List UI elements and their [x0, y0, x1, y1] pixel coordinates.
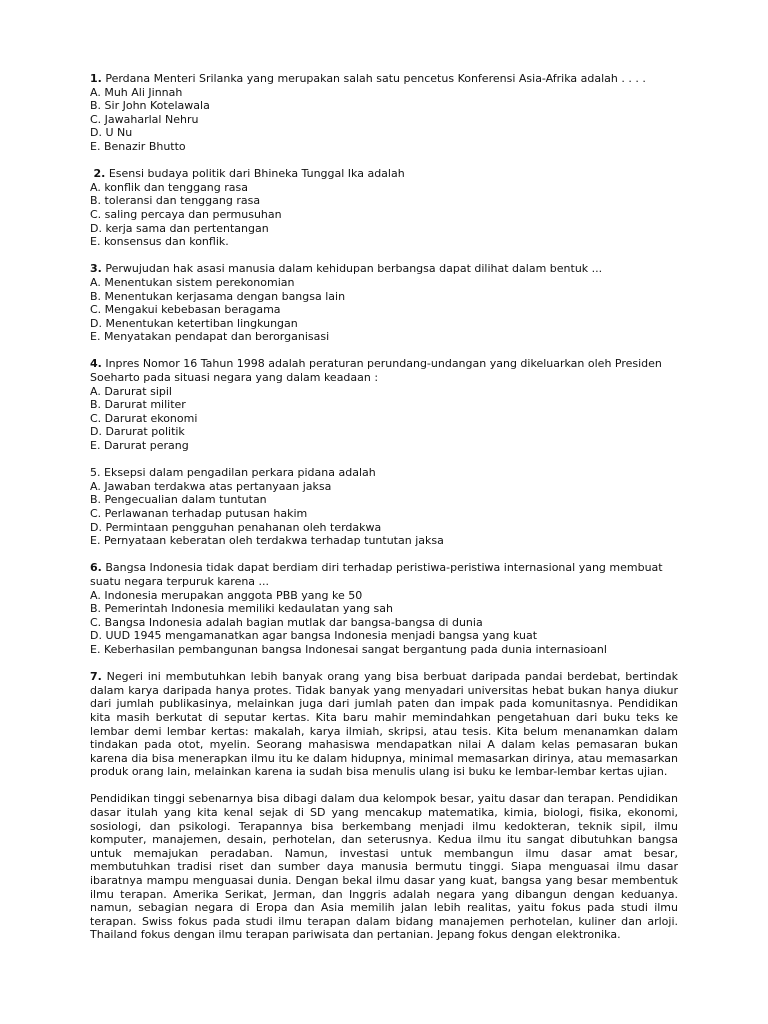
option-c: C. Perlawanan terhadap putusan hakim — [90, 507, 308, 520]
option-e: E. Darurat perang — [90, 439, 189, 453]
question-7-passage — [90, 670, 678, 779]
option-a: A. Indonesia merupakan anggota PBB yang ke 50 — [90, 588, 363, 602]
question-stem — [90, 72, 678, 86]
question-text: Esensi budaya politik dari Bhineka Tunggal Ika adalah — [105, 167, 405, 181]
question-number: 1. — [90, 72, 102, 85]
question-4 — [90, 357, 678, 452]
question-stem — [90, 357, 678, 384]
option-b: B. Menentukan kerjasama dengan bangsa lain — [90, 289, 346, 303]
question-number: 2. — [93, 167, 106, 181]
question-number: 5. — [90, 466, 101, 480]
option-c: C. Darurat ekonomi — [90, 411, 198, 425]
question-number: 4. — [90, 357, 102, 371]
option-d: D. Menentukan ketertiban lingkungan — [90, 316, 298, 330]
option-a: A. Jawaban terdakwa atas pertanyaan jaksa — [90, 479, 332, 493]
option-e: E. konsensus dan konflik. — [90, 235, 229, 249]
question-number: 6. — [90, 561, 102, 575]
question-number: 7. — [90, 670, 102, 684]
option-d: D. Darurat politik — [90, 425, 185, 439]
option-a: A. Darurat sipil — [90, 384, 172, 398]
question-2 — [90, 167, 678, 249]
question-stem — [90, 167, 678, 181]
option-e: E. Pernyataan keberatan oleh terdakwa terhadap tuntutan jaksa — [90, 534, 444, 548]
option-e: E. Menyatakan pendapat dan berorganisasi — [90, 330, 330, 344]
question-text: Bangsa Indonesia tidak dapat berdiam diri terhadap peristiwa-peristiwa internasional yang membuat suatu negara terpuruk karena ... — [90, 561, 663, 588]
question-text: Perdana Menteri Srilanka yang merupakan salah satu pencetus Konferensi Asia-Afrika adalah . . . . — [101, 72, 646, 85]
question-6 — [90, 561, 678, 656]
option-a: A. Menentukan sistem perekonomian — [90, 275, 295, 289]
option-a: A. Muh Ali Jinnah — [90, 85, 183, 99]
question-text: Eksepsi dalam pengadilan perkara pidana adalah — [100, 466, 376, 480]
passage-paragraph-2: Pendidikan tinggi sebenarnya bisa dibagi dalam dua kelompok besar, yaitu dasar dan terapan. Pendidikan dasar itulah yang kita kenal sejak di SD yang mencakup matematika, kimia, biologi, fisika, ekonomi, sosiologi, dan psikologi. Terapannya bisa berkembang menjadi ilmu kedokteran, teknik sipil, ilmu komputer, manajemen, desain, perhotelan, dan seterusnya. Kedua ilmu itu sangat dibutuhkan bangsa untuk memajukan peradaban. Namun, investasi untuk membangun ilmu dasar amat besar, membutuhkan tradisi riset dan sumber daya manusia bermutu tinggi. Siapa menguasai ilmu dasar ibaratnya mampu menguasai dunia. Dengan bekal ilmu dasar yang kuat, bangsa yang besar membentuk ilmu terapan. Amerika Serikat, Jerman, dan Inggris adalah negara yang dibangun dengan keduanya. namun, sebagian negara di Eropa dan Asia memilih jalan lebih realitas, yaitu fokus pada studi ilmu terapan. Swiss fokus pada studi ilmu terapan dalam bidang manajemen perhotelan, kuliner dan arloji. Thailand fokus dengan ilmu terapan pariwisata dan pertanian. Jepang fokus dengan elektronika. — [90, 792, 678, 942]
option-b: B. Pemerintah Indonesia memiliki kedaulatan yang sah — [90, 602, 393, 616]
question-text: Perwujudan hak asasi manusia dalam kehidupan berbangsa dapat dilihat dalam bentuk ... — [101, 262, 603, 276]
option-c: C. Mengakui kebebasan beragama — [90, 303, 281, 317]
option-d: D. UUD 1945 mengamanatkan agar bangsa Indonesia menjadi bangsa yang kuat — [90, 629, 538, 643]
option-b: B. Sir John Kotelawala — [90, 99, 210, 113]
option-c: C. saling percaya dan permusuhan — [90, 207, 282, 221]
option-c: C. Jawaharlal Nehru — [90, 112, 199, 126]
option-b: B. toleransi dan tenggang rasa — [90, 194, 261, 208]
option-e: E. Benazir Bhutto — [90, 139, 186, 153]
option-d: D. Permintaan pengguhan penahanan oleh terdakwa — [90, 520, 382, 534]
option-b: B. Darurat militer — [90, 398, 186, 412]
question-number: 3. — [90, 262, 102, 276]
option-a: A. konflik dan tenggang rasa — [90, 180, 248, 194]
question-stem — [90, 561, 678, 588]
question-text: Inpres Nomor 16 Tahun 1998 adalah peraturan perundang-undangan yang dikeluarkan oleh Presiden Soeharto pada situasi negara yang dalam keadaan : — [90, 357, 662, 385]
document-page — [90, 72, 678, 956]
option-c: C. Bangsa Indonesia adalah bagian mutlak dar bangsa-bangsa di dunia — [90, 615, 483, 629]
question-3 — [90, 262, 678, 344]
option-d: D. kerja sama dan pertentangan — [90, 221, 269, 235]
option-e: E. Keberhasilan pembangunan bangsa Indonesai sangat bergantung pada dunia internasioanl — [90, 642, 607, 656]
question-5 — [90, 466, 678, 548]
question-stem — [90, 466, 678, 480]
question-1 — [90, 72, 678, 154]
option-b: B. Pengecualian dalam tuntutan — [90, 493, 267, 507]
question-stem — [90, 262, 678, 276]
passage-text: Negeri ini membutuhkan lebih banyak orang yang bisa berbuat daripada pandai berdebat, bertindak dalam karya daripada hanya protes. Tidak banyak yang menyadari universitas hebat bukan hanya diukur dari jumlah publikasinya, melainkan juga dari jumlah paten dan impak pada komunitasnya. Pendidikan kita masih berkutat di seputar kertas. Kita baru mahir memindahkan pengetahuan dari buku teks ke lembar demi lembar kertas: makalah, karya ilmiah, skripsi, atau tesis. Kita belum menanamkan dalam tindakan pada otot, myelin. Seorang mahasiswa mendapatkan nilai A dalam kelas pemasaran bukan karena dia bisa menerapkan ilmu itu ke dalam hidupnya, minimal memasarkan dirinya, atau memasarkan produk orang lain, melainkan karena ia sudah bisa menulis ulang isi buku ke lembar-lembar kertas ujian. — [90, 670, 678, 779]
option-d: D. U Nu — [90, 126, 133, 140]
